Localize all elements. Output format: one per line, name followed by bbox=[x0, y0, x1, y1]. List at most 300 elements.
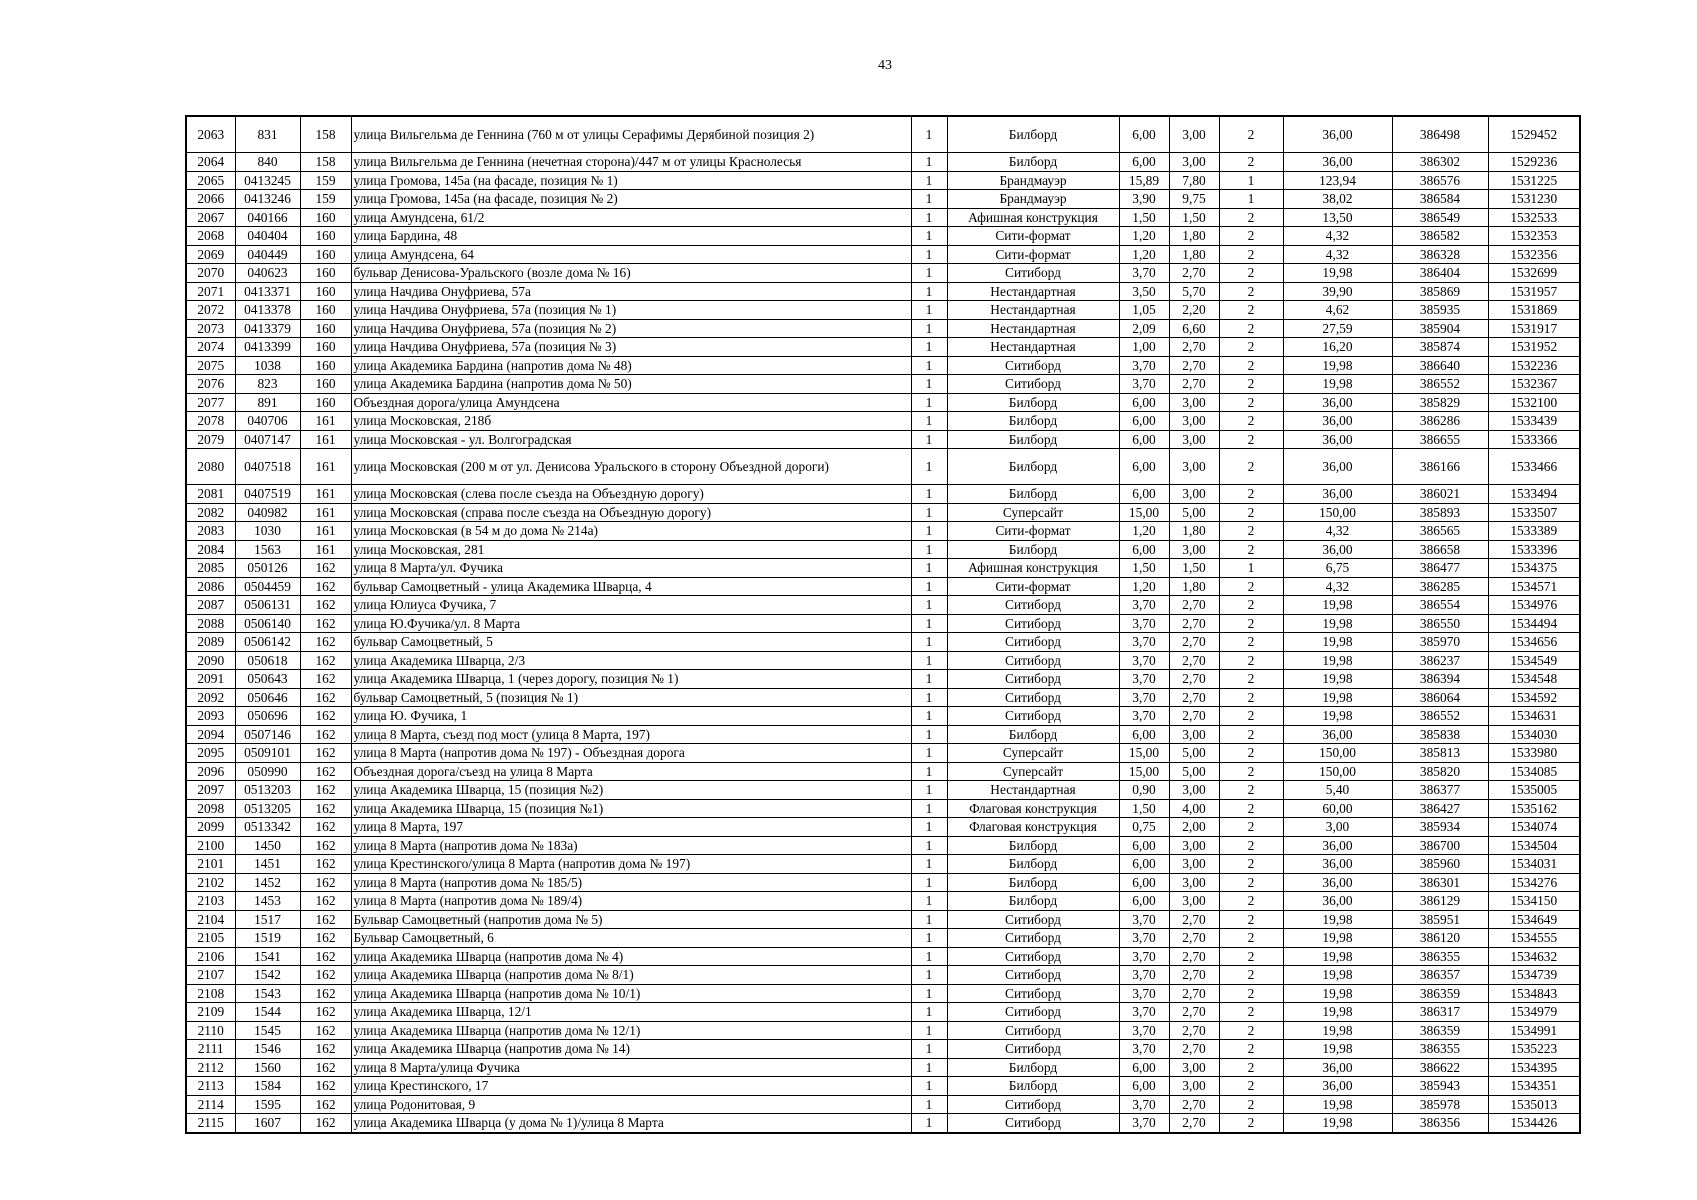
cell-coord-y: 1535005 bbox=[1488, 781, 1580, 800]
cell-district-code: 162 bbox=[300, 1095, 351, 1114]
cell-address: улица Московская, 281 bbox=[351, 540, 911, 559]
cell-construction-type: Нестандартная bbox=[947, 338, 1119, 357]
cell-area: 39,90 bbox=[1283, 282, 1392, 301]
cell-row-number: 2085 bbox=[186, 559, 235, 578]
cell-coord-x: 386120 bbox=[1392, 929, 1488, 948]
table-row bbox=[186, 264, 1580, 283]
cell-coord-x: 386377 bbox=[1392, 781, 1488, 800]
cell-width: 3,70 bbox=[1119, 1095, 1169, 1114]
cell-construction-type: Ситиборд bbox=[947, 264, 1119, 283]
cell-address: улица Академика Шварца, 15 (позиция №1) bbox=[351, 799, 911, 818]
cell-side-count: 1 bbox=[911, 836, 947, 855]
cell-construction-type: Билборд bbox=[947, 873, 1119, 892]
cell-district-code: 162 bbox=[300, 910, 351, 929]
cell-coord-x: 385960 bbox=[1392, 855, 1488, 874]
cell-height: 2,70 bbox=[1169, 338, 1219, 357]
cell-coord-x: 386552 bbox=[1392, 375, 1488, 394]
cell-faces: 2 bbox=[1219, 892, 1283, 911]
cell-address: улица 8 Марта/улица Фучика bbox=[351, 1058, 911, 1077]
cell-area: 36,00 bbox=[1283, 485, 1392, 504]
cell-height: 5,00 bbox=[1169, 744, 1219, 763]
cell-row-number: 2075 bbox=[186, 356, 235, 375]
cell-faces: 2 bbox=[1219, 208, 1283, 227]
cell-row-number: 2087 bbox=[186, 596, 235, 615]
cell-width: 6,00 bbox=[1119, 393, 1169, 412]
cell-row-number: 2069 bbox=[186, 245, 235, 264]
cell-construction-id: 0407518 bbox=[235, 449, 300, 485]
cell-height: 1,80 bbox=[1169, 245, 1219, 264]
cell-coord-y: 1531869 bbox=[1488, 301, 1580, 320]
cell-width: 6,00 bbox=[1119, 836, 1169, 855]
cell-side-count: 1 bbox=[911, 910, 947, 929]
cell-row-number: 2067 bbox=[186, 208, 235, 227]
cell-district-code: 162 bbox=[300, 670, 351, 689]
cell-coord-x: 386355 bbox=[1392, 947, 1488, 966]
cell-construction-type: Ситиборд bbox=[947, 356, 1119, 375]
cell-side-count: 1 bbox=[911, 301, 947, 320]
cell-address: Бульвар Самоцветный, 6 bbox=[351, 929, 911, 948]
cell-coord-x: 386166 bbox=[1392, 449, 1488, 485]
cell-district-code: 160 bbox=[300, 375, 351, 394]
cell-construction-type: Билборд bbox=[947, 1058, 1119, 1077]
cell-coord-y: 1533366 bbox=[1488, 430, 1580, 449]
cell-side-count: 1 bbox=[911, 1077, 947, 1096]
cell-construction-id: 0407519 bbox=[235, 485, 300, 504]
cell-construction-id: 1038 bbox=[235, 356, 300, 375]
cell-coord-x: 386582 bbox=[1392, 227, 1488, 246]
cell-area: 19,98 bbox=[1283, 1003, 1392, 1022]
cell-height: 3,00 bbox=[1169, 1077, 1219, 1096]
cell-district-code: 158 bbox=[300, 116, 351, 153]
table-row bbox=[186, 929, 1580, 948]
cell-height: 3,00 bbox=[1169, 725, 1219, 744]
cell-construction-type: Ситиборд bbox=[947, 910, 1119, 929]
table-row bbox=[186, 1095, 1580, 1114]
cell-construction-type: Афишная конструкция bbox=[947, 208, 1119, 227]
cell-width: 3,70 bbox=[1119, 633, 1169, 652]
cell-district-code: 162 bbox=[300, 799, 351, 818]
cell-area: 36,00 bbox=[1283, 412, 1392, 431]
cell-district-code: 162 bbox=[300, 614, 351, 633]
cell-coord-x: 385970 bbox=[1392, 633, 1488, 652]
cell-address: улица Академика Шварца, 15 (позиция №2) bbox=[351, 781, 911, 800]
cell-address: бульвар Самоцветный, 5 bbox=[351, 633, 911, 652]
cell-coord-y: 1534843 bbox=[1488, 984, 1580, 1003]
cell-address: улица Московская (справа после съезда на Объездную дорогу) bbox=[351, 503, 911, 522]
cell-row-number: 2097 bbox=[186, 781, 235, 800]
cell-side-count: 1 bbox=[911, 892, 947, 911]
cell-faces: 1 bbox=[1219, 171, 1283, 190]
cell-row-number: 2064 bbox=[186, 153, 235, 172]
table-row bbox=[186, 1077, 1580, 1096]
cell-height: 9,75 bbox=[1169, 190, 1219, 209]
cell-coord-x: 385935 bbox=[1392, 301, 1488, 320]
cell-construction-type: Нестандартная bbox=[947, 781, 1119, 800]
cell-area: 19,98 bbox=[1283, 375, 1392, 394]
cell-coord-y: 1534150 bbox=[1488, 892, 1580, 911]
cell-side-count: 1 bbox=[911, 799, 947, 818]
table-row bbox=[186, 338, 1580, 357]
cell-construction-type: Сити-формат bbox=[947, 522, 1119, 541]
cell-construction-id: 050696 bbox=[235, 707, 300, 726]
cell-coord-y: 1533439 bbox=[1488, 412, 1580, 431]
cell-coord-x: 385893 bbox=[1392, 503, 1488, 522]
cell-construction-id: 050643 bbox=[235, 670, 300, 689]
cell-coord-y: 1532100 bbox=[1488, 393, 1580, 412]
cell-faces: 2 bbox=[1219, 301, 1283, 320]
cell-coord-y: 1534571 bbox=[1488, 577, 1580, 596]
cell-construction-id: 1543 bbox=[235, 984, 300, 1003]
cell-side-count: 1 bbox=[911, 670, 947, 689]
cell-width: 15,89 bbox=[1119, 171, 1169, 190]
cell-coord-y: 1535223 bbox=[1488, 1040, 1580, 1059]
cell-coord-y: 1532356 bbox=[1488, 245, 1580, 264]
cell-side-count: 1 bbox=[911, 227, 947, 246]
cell-construction-type: Ситиборд bbox=[947, 1021, 1119, 1040]
cell-faces: 2 bbox=[1219, 485, 1283, 504]
cell-address: улица Академика Бардина (напротив дома № 50) bbox=[351, 375, 911, 394]
cell-faces: 2 bbox=[1219, 227, 1283, 246]
cell-row-number: 2083 bbox=[186, 522, 235, 541]
cell-coord-x: 386359 bbox=[1392, 984, 1488, 1003]
cell-construction-id: 0513342 bbox=[235, 818, 300, 837]
cell-district-code: 162 bbox=[300, 1003, 351, 1022]
cell-height: 2,70 bbox=[1169, 910, 1219, 929]
cell-address: улица Крестинского/улица 8 Марта (напротив дома № 197) bbox=[351, 855, 911, 874]
cell-side-count: 1 bbox=[911, 485, 947, 504]
cell-area: 19,98 bbox=[1283, 688, 1392, 707]
cell-side-count: 1 bbox=[911, 744, 947, 763]
cell-width: 1,20 bbox=[1119, 522, 1169, 541]
cell-height: 3,00 bbox=[1169, 116, 1219, 153]
cell-side-count: 1 bbox=[911, 614, 947, 633]
cell-coord-y: 1534031 bbox=[1488, 855, 1580, 874]
cell-address: улица 8 Марта, 197 bbox=[351, 818, 911, 837]
cell-area: 123,94 bbox=[1283, 171, 1392, 190]
cell-faces: 2 bbox=[1219, 375, 1283, 394]
cell-district-code: 161 bbox=[300, 412, 351, 431]
cell-address: улица Академика Шварца, 2/3 bbox=[351, 651, 911, 670]
cell-district-code: 161 bbox=[300, 430, 351, 449]
cell-faces: 2 bbox=[1219, 855, 1283, 874]
cell-row-number: 2086 bbox=[186, 577, 235, 596]
cell-faces: 2 bbox=[1219, 744, 1283, 763]
table-row bbox=[186, 836, 1580, 855]
cell-construction-id: 1563 bbox=[235, 540, 300, 559]
cell-height: 1,80 bbox=[1169, 227, 1219, 246]
cell-address: улица Московская (в 54 м до дома № 214а) bbox=[351, 522, 911, 541]
cell-row-number: 2093 bbox=[186, 707, 235, 726]
table-row bbox=[186, 1040, 1580, 1059]
cell-construction-id: 050646 bbox=[235, 688, 300, 707]
cell-coord-x: 385829 bbox=[1392, 393, 1488, 412]
cell-coord-x: 385838 bbox=[1392, 725, 1488, 744]
cell-coord-x: 386302 bbox=[1392, 153, 1488, 172]
cell-side-count: 1 bbox=[911, 1114, 947, 1133]
cell-construction-type: Ситиборд bbox=[947, 1040, 1119, 1059]
cell-district-code: 160 bbox=[300, 264, 351, 283]
cell-construction-type: Ситиборд bbox=[947, 947, 1119, 966]
cell-construction-type: Билборд bbox=[947, 153, 1119, 172]
cell-height: 2,70 bbox=[1169, 596, 1219, 615]
cell-coord-x: 386655 bbox=[1392, 430, 1488, 449]
cell-construction-type: Билборд bbox=[947, 725, 1119, 744]
cell-coord-y: 1534504 bbox=[1488, 836, 1580, 855]
cell-district-code: 160 bbox=[300, 393, 351, 412]
cell-height: 7,80 bbox=[1169, 171, 1219, 190]
cell-address: улица Начдива Онуфриева, 57а (позиция № 2) bbox=[351, 319, 911, 338]
cell-row-number: 2072 bbox=[186, 301, 235, 320]
cell-construction-id: 0513205 bbox=[235, 799, 300, 818]
cell-address: улица Родонитовая, 9 bbox=[351, 1095, 911, 1114]
cell-side-count: 1 bbox=[911, 762, 947, 781]
cell-width: 3,70 bbox=[1119, 375, 1169, 394]
table-row bbox=[186, 744, 1580, 763]
cell-width: 0,90 bbox=[1119, 781, 1169, 800]
cell-address: бульвар Денисова-Уральского (возле дома № 16) bbox=[351, 264, 911, 283]
cell-height: 2,70 bbox=[1169, 614, 1219, 633]
cell-construction-type: Ситиборд bbox=[947, 651, 1119, 670]
cell-row-number: 2090 bbox=[186, 651, 235, 670]
cell-address: улица Амундсена, 61/2 bbox=[351, 208, 911, 227]
cell-side-count: 1 bbox=[911, 781, 947, 800]
cell-address: бульвар Самоцветный - улица Академика Шварца, 4 bbox=[351, 577, 911, 596]
cell-side-count: 1 bbox=[911, 1021, 947, 1040]
page-number: 43 bbox=[878, 58, 892, 73]
cell-coord-y: 1534548 bbox=[1488, 670, 1580, 689]
cell-area: 3,00 bbox=[1283, 818, 1392, 837]
cell-district-code: 162 bbox=[300, 744, 351, 763]
table-row bbox=[186, 633, 1580, 652]
cell-coord-y: 1535162 bbox=[1488, 799, 1580, 818]
cell-faces: 2 bbox=[1219, 412, 1283, 431]
cell-area: 19,98 bbox=[1283, 1040, 1392, 1059]
cell-row-number: 2113 bbox=[186, 1077, 235, 1096]
cell-construction-id: 0506140 bbox=[235, 614, 300, 633]
cell-district-code: 160 bbox=[300, 301, 351, 320]
cell-coord-x: 386328 bbox=[1392, 245, 1488, 264]
cell-side-count: 1 bbox=[911, 356, 947, 375]
cell-faces: 2 bbox=[1219, 966, 1283, 985]
cell-width: 15,00 bbox=[1119, 503, 1169, 522]
cell-row-number: 2081 bbox=[186, 485, 235, 504]
cell-area: 36,00 bbox=[1283, 1077, 1392, 1096]
cell-width: 6,00 bbox=[1119, 1077, 1169, 1096]
cell-area: 36,00 bbox=[1283, 393, 1392, 412]
cell-width: 6,00 bbox=[1119, 430, 1169, 449]
cell-height: 2,70 bbox=[1169, 966, 1219, 985]
cell-height: 3,00 bbox=[1169, 1058, 1219, 1077]
cell-coord-x: 386576 bbox=[1392, 171, 1488, 190]
cell-construction-type: Ситиборд bbox=[947, 688, 1119, 707]
cell-height: 2,70 bbox=[1169, 688, 1219, 707]
table-row bbox=[186, 190, 1580, 209]
cell-area: 36,00 bbox=[1283, 430, 1392, 449]
cell-row-number: 2105 bbox=[186, 929, 235, 948]
cell-faces: 2 bbox=[1219, 984, 1283, 1003]
cell-height: 2,70 bbox=[1169, 929, 1219, 948]
cell-row-number: 2107 bbox=[186, 966, 235, 985]
cell-width: 3,70 bbox=[1119, 651, 1169, 670]
cell-construction-id: 1450 bbox=[235, 836, 300, 855]
cell-district-code: 160 bbox=[300, 227, 351, 246]
cell-construction-id: 050126 bbox=[235, 559, 300, 578]
cell-width: 1,50 bbox=[1119, 799, 1169, 818]
table-row bbox=[186, 153, 1580, 172]
cell-row-number: 2077 bbox=[186, 393, 235, 412]
cell-construction-id: 0506131 bbox=[235, 596, 300, 615]
cell-height: 2,70 bbox=[1169, 651, 1219, 670]
cell-faces: 2 bbox=[1219, 356, 1283, 375]
cell-row-number: 2104 bbox=[186, 910, 235, 929]
cell-width: 6,00 bbox=[1119, 892, 1169, 911]
cell-side-count: 1 bbox=[911, 375, 947, 394]
cell-faces: 2 bbox=[1219, 929, 1283, 948]
cell-row-number: 2101 bbox=[186, 855, 235, 874]
cell-coord-y: 1534555 bbox=[1488, 929, 1580, 948]
cell-area: 19,98 bbox=[1283, 264, 1392, 283]
cell-address: улица Начдива Онуфриева, 57а (позиция № 3) bbox=[351, 338, 911, 357]
cell-faces: 2 bbox=[1219, 596, 1283, 615]
cell-district-code: 162 bbox=[300, 577, 351, 596]
cell-faces: 2 bbox=[1219, 1077, 1283, 1096]
cell-construction-type: Суперсайт bbox=[947, 762, 1119, 781]
cell-construction-type: Ситиборд bbox=[947, 1003, 1119, 1022]
cell-height: 2,70 bbox=[1169, 984, 1219, 1003]
cell-height: 4,00 bbox=[1169, 799, 1219, 818]
cell-address: улица Амундсена, 64 bbox=[351, 245, 911, 264]
cell-width: 1,50 bbox=[1119, 559, 1169, 578]
table-row bbox=[186, 725, 1580, 744]
cell-row-number: 2111 bbox=[186, 1040, 235, 1059]
cell-area: 38,02 bbox=[1283, 190, 1392, 209]
cell-construction-id: 050618 bbox=[235, 651, 300, 670]
table-row bbox=[186, 818, 1580, 837]
cell-faces: 2 bbox=[1219, 282, 1283, 301]
cell-coord-y: 1533507 bbox=[1488, 503, 1580, 522]
cell-width: 3,70 bbox=[1119, 984, 1169, 1003]
cell-district-code: 162 bbox=[300, 1021, 351, 1040]
cell-side-count: 1 bbox=[911, 412, 947, 431]
cell-area: 19,98 bbox=[1283, 910, 1392, 929]
table-row bbox=[186, 1021, 1580, 1040]
cell-coord-x: 386552 bbox=[1392, 707, 1488, 726]
cell-address: улица Громова, 145а (на фасаде, позиция № 2) bbox=[351, 190, 911, 209]
cell-district-code: 162 bbox=[300, 836, 351, 855]
cell-coord-y: 1532533 bbox=[1488, 208, 1580, 227]
cell-coord-x: 386700 bbox=[1392, 836, 1488, 855]
cell-address: улица Вильгельма де Геннина (нечетная сторона)/447 м от улицы Краснолесья bbox=[351, 153, 911, 172]
table-row bbox=[186, 171, 1580, 190]
cell-row-number: 2102 bbox=[186, 873, 235, 892]
cell-side-count: 1 bbox=[911, 1058, 947, 1077]
cell-area: 19,98 bbox=[1283, 966, 1392, 985]
cell-coord-y: 1533980 bbox=[1488, 744, 1580, 763]
cell-construction-type: Сити-формат bbox=[947, 245, 1119, 264]
cell-area: 19,98 bbox=[1283, 596, 1392, 615]
cell-coord-y: 1534549 bbox=[1488, 651, 1580, 670]
cell-address: улица Академика Шварца (у дома № 1)/улица 8 Марта bbox=[351, 1114, 911, 1133]
cell-row-number: 2091 bbox=[186, 670, 235, 689]
cell-side-count: 1 bbox=[911, 208, 947, 227]
cell-faces: 2 bbox=[1219, 522, 1283, 541]
cell-row-number: 2074 bbox=[186, 338, 235, 357]
cell-faces: 2 bbox=[1219, 762, 1283, 781]
cell-construction-id: 1584 bbox=[235, 1077, 300, 1096]
cell-coord-y: 1533396 bbox=[1488, 540, 1580, 559]
table-row bbox=[186, 688, 1580, 707]
cell-height: 2,70 bbox=[1169, 707, 1219, 726]
cell-row-number: 2100 bbox=[186, 836, 235, 855]
cell-address: улица Ю. Фучика, 1 bbox=[351, 707, 911, 726]
cell-coord-y: 1531917 bbox=[1488, 319, 1580, 338]
registry-table bbox=[185, 115, 1581, 1134]
cell-row-number: 2073 bbox=[186, 319, 235, 338]
cell-side-count: 1 bbox=[911, 540, 947, 559]
cell-district-code: 162 bbox=[300, 892, 351, 911]
cell-coord-y: 1534395 bbox=[1488, 1058, 1580, 1077]
cell-coord-y: 1534656 bbox=[1488, 633, 1580, 652]
cell-district-code: 160 bbox=[300, 319, 351, 338]
cell-address: улица Бардина, 48 bbox=[351, 227, 911, 246]
cell-construction-id: 0506142 bbox=[235, 633, 300, 652]
cell-address: улица Начдива Онуфриева, 57а (позиция № 1) bbox=[351, 301, 911, 320]
cell-area: 4,32 bbox=[1283, 522, 1392, 541]
cell-coord-x: 386477 bbox=[1392, 559, 1488, 578]
table-row bbox=[186, 1003, 1580, 1022]
cell-row-number: 2109 bbox=[186, 1003, 235, 1022]
table-row bbox=[186, 356, 1580, 375]
cell-address: улица Ю.Фучика/ул. 8 Марта bbox=[351, 614, 911, 633]
table-row bbox=[186, 116, 1580, 153]
cell-width: 6,00 bbox=[1119, 725, 1169, 744]
cell-construction-type: Суперсайт bbox=[947, 744, 1119, 763]
cell-coord-y: 1534739 bbox=[1488, 966, 1580, 985]
cell-width: 3,90 bbox=[1119, 190, 1169, 209]
cell-construction-id: 1546 bbox=[235, 1040, 300, 1059]
cell-faces: 2 bbox=[1219, 449, 1283, 485]
cell-construction-id: 1595 bbox=[235, 1095, 300, 1114]
cell-width: 6,00 bbox=[1119, 116, 1169, 153]
cell-height: 1,80 bbox=[1169, 522, 1219, 541]
cell-address: улица 8 Марта (напротив дома № 185/5) bbox=[351, 873, 911, 892]
cell-coord-y: 1531952 bbox=[1488, 338, 1580, 357]
cell-faces: 2 bbox=[1219, 799, 1283, 818]
cell-construction-id: 040982 bbox=[235, 503, 300, 522]
cell-width: 3,70 bbox=[1119, 910, 1169, 929]
cell-area: 150,00 bbox=[1283, 762, 1392, 781]
cell-address: улица Академика Шварца (напротив дома № 10/1) bbox=[351, 984, 911, 1003]
cell-area: 19,98 bbox=[1283, 670, 1392, 689]
cell-construction-type: Ситиборд bbox=[947, 614, 1119, 633]
cell-height: 3,00 bbox=[1169, 153, 1219, 172]
cell-coord-y: 1533494 bbox=[1488, 485, 1580, 504]
cell-district-code: 161 bbox=[300, 449, 351, 485]
cell-coord-x: 386658 bbox=[1392, 540, 1488, 559]
table-row bbox=[186, 910, 1580, 929]
cell-row-number: 2066 bbox=[186, 190, 235, 209]
cell-construction-id: 1451 bbox=[235, 855, 300, 874]
cell-height: 3,00 bbox=[1169, 836, 1219, 855]
cell-width: 6,00 bbox=[1119, 449, 1169, 485]
cell-construction-type: Ситиборд bbox=[947, 966, 1119, 985]
cell-coord-x: 385978 bbox=[1392, 1095, 1488, 1114]
cell-district-code: 162 bbox=[300, 559, 351, 578]
cell-faces: 2 bbox=[1219, 670, 1283, 689]
cell-faces: 2 bbox=[1219, 393, 1283, 412]
cell-coord-y: 1534426 bbox=[1488, 1114, 1580, 1133]
table-row bbox=[186, 892, 1580, 911]
